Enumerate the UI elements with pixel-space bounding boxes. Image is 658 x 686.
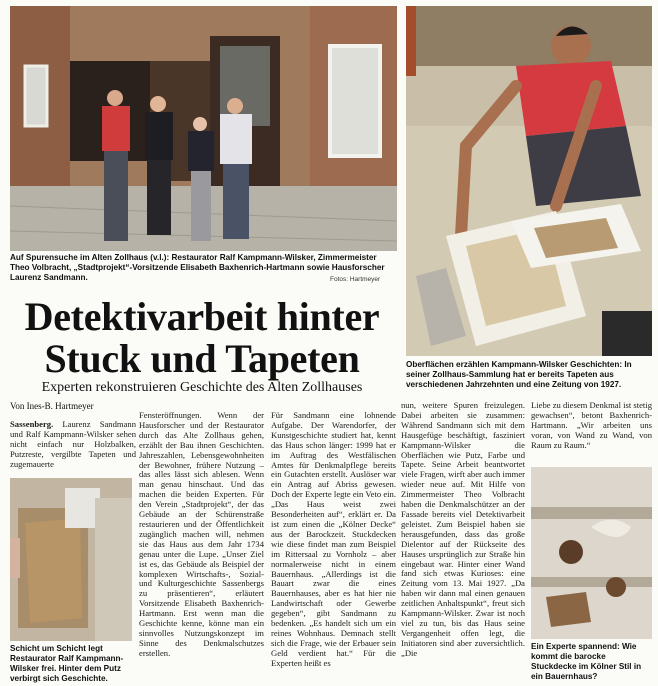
article-col-1 — [10, 420, 136, 475]
main-photo-caption-bold: Auf Spurensuche im Alten Zollhaus (v.l.): Restaurator Ralf Kampmann-Wilsker, Zimmermeister Theo Volbracht, „Stadtprojekt“-Vorsitzende Elisabeth Baxhenrich-Hartmann — [10, 253, 377, 272]
headline-line-2: Stuck und Tapeten — [44, 336, 360, 381]
right-top-photo — [406, 6, 652, 356]
main-photo-caption-tail: sowie Hausforscher Laurenz Sandmann. — [10, 263, 385, 282]
main-photo — [10, 6, 397, 251]
article-col-5: Liebe zu diesem Denkmal ist stetig gewachsen“, betont Baxhenrich-Hartmann. „Wir arbeiten uns voran, von Wand zu Wand, von Raum zu Raum.“ — [531, 401, 652, 450]
author-byline: Von Ines-B. Hartmeyer — [10, 401, 94, 411]
left-bottom-photo — [10, 478, 132, 641]
dateline: Sassenberg. — [10, 420, 54, 429]
right-bottom-photo — [531, 467, 652, 639]
right-top-caption: Oberflächen erzählen Kampmann-Wilsker Geschichten: In seiner Zollhaus-Sammlung hat er bereits Tapeten aus verschiedenen Jahrzehnten und eine Zeitung von 1927. — [406, 360, 632, 389]
subheadline: Experten rekonstruieren Geschichte des Alten Zollhauses — [41, 380, 363, 395]
left-bottom-caption: Schicht um Schicht legt Restaurator Ralf Kampmann-Wilsker frei. Hinter dem Putz verbirgt sich Geschichte. — [10, 644, 124, 683]
article-col-4: nun, weitere Spuren freizulegen. Dabei arbeiten sie zusammen: Während Sandmann sich mit dem Hausgefüge beschäftigt, fasziniert Kampmann-Wilsker die Oberflächen wie Putz, Farbe und Tapete. Seine Arbeit beantwortet viele Fragen, wirft aber auch immer wieder neue auf. Mit Hilfe von Zimmermeister Theo Volbracht haben die Denkmalschützer an der Fassade bereits viel Detektivarbeit geleistet. Zum Beispiel haben sie herausgefunden, dass das große Dielentor auf der Rückseite des Hauses ursprünglich zur Straße hin eingebaut war. Hinter einer Wand fand sich etwas Kurioses: eine Zeitung vom 13. Mai 1927. „Da haben wir dann mal einen genauen zeitlichen Anhaltspunkt“, freut sich Kampmann-Wilsker. Zwar ist noch viel zu tun, bis das Haus seine Vergangenheit offen legt, die Initiatoren sind aber zuversichtlich. „Die — [401, 401, 525, 658]
photo-credit: Fotos: Hartmeyer — [330, 276, 381, 283]
headline-line-1: Detektivarbeit hinter — [24, 294, 380, 339]
article-col-2: Fensteröffnungen. Wenn der Hausforscher und der Restaurator durch das Alte Zollhaus gehen, erzählt der Bau ihnen Geschichten. Jahreszahlen, Lebensgewohnheiten der Bewohner, frühere Nutzung – das alles lässt sich ablesen. Wenn man genau hinschaut. Und das machen die beiden Experten. Für den Verein „Stadtprojekt“, der das Gebäude an der Schürenstraße restaurieren und der Öffentlichkeit zugänglich machen will, nehmen sie das Haus aus dem Jahr 1734 genau unter die Lupe. „Unser Ziel ist es, das Gebäude als Beispiel der komplexen Wirtschafts-, Sozial- und Kulturgeschichte Sassenbergs zu präsentieren“, erläutert Vorsitzende Elisabeth Baxhenrich-Hartmann. Erst wenn man die Geschichte kenne, könne man ein sinnvolles Nutzungskonzept im Sinne des Denkmalschutzes erstellen. — [139, 411, 264, 658]
article-col-3: Für Sandmann eine lohnende Aufgabe. Der Warendorfer, der Kunstgeschichte studiert hat, kennt das Haus schon länger: 1999 hat er im Auftrag des Westfälischen Amtes für Denkmalpflege bereits ein Gutachten erstellt. Auslöser war ein Antrag auf Abriss gewesen. Doch der Experte legte ein Veto ein. „Das Haus weist zwei Besonderheiten auf“, erklärt er. Da ist zum einen die „Kölner Decke“ aus der Barockzeit. Stuckdecken wie diese findet man zum Beispiel im Rittersaal zu Vornholz – aber normalerweise nicht in einem Bauernhaus. „Allerdings ist die Bauart zwar die eines Bauernhauses, aber es hat hier nie Landwirtschaft oder Gewerbe gegeben“, gibt Sandmann zu bedenken. „Es handelt sich um ein reines Wohnhaus. Demnach stellt sich die Frage, wie der Erbauer sein Geld verdient hat.“ Für die Experten heißt es — [271, 411, 396, 668]
right-bottom-caption: Ein Experte spannend: Wie kommt die barocke Stuckdecke im Kölner Stil in ein Bauernhaus? — [531, 642, 642, 681]
col1-text: Laurenz Sandmann und Ralf Kampmann-Wilsker sehen nicht einfach nur Holzbalken, Putzreste, vergilbte Tapeten und zugemauerte — [10, 420, 136, 469]
